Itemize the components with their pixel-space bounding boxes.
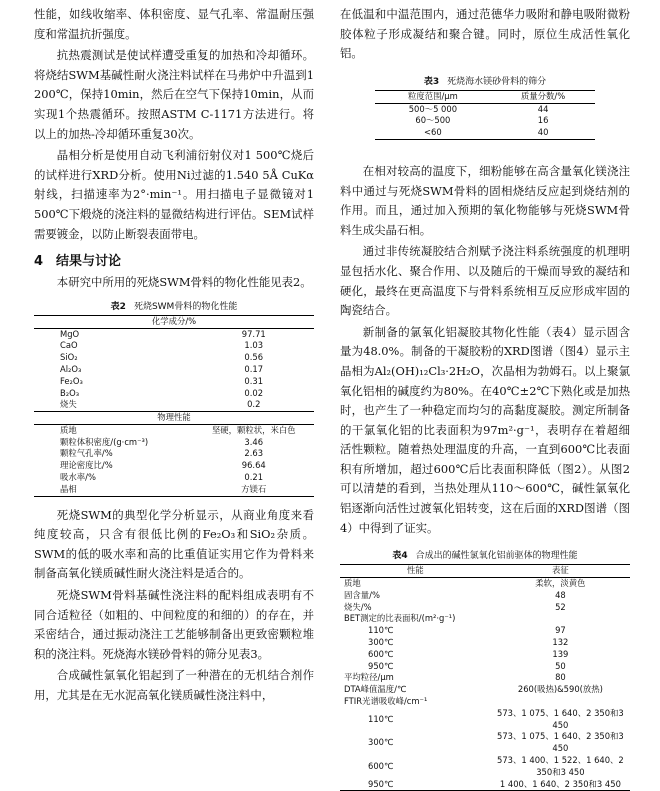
table-cell	[491, 696, 630, 708]
table-title: 死烧海水镁砂骨料的筛分	[447, 76, 547, 87]
table-cell: 0.56	[244, 352, 264, 363]
table-cell: 600℃	[368, 648, 394, 659]
table-title: 死烧SWM骨料的物化性能	[133, 301, 238, 312]
table-4	[340, 564, 630, 791]
table-2	[34, 315, 314, 497]
table-cell: 0.31	[244, 375, 264, 386]
table-cell: 573、1 400、1 522、1 640、2 350和3 450	[497, 755, 624, 777]
table-cell	[491, 613, 630, 625]
table-3	[375, 90, 595, 140]
table-cell: 化学成分/%	[34, 315, 314, 328]
table-row	[34, 484, 314, 496]
table-cell: DTA峰值温度/℃	[344, 684, 407, 695]
table-cell: Fe₂O₃	[60, 375, 83, 386]
table-cell: 表征	[491, 565, 630, 578]
section-heading: 4 结果与讨论	[34, 254, 122, 270]
paragraph: 新制备的氯氧化铝凝胶其物化性能（表4）显示固含量为48.0%。制备的干凝胶粉的XRD图谱（图4）显示主晶相为Al₂(OH)₁₂Cl₃·2H₂O，次晶相为勃姆石。以上聚氯氧化铝相的碱度约为80%。在40℃±2℃下熟化或是加热时，也产生了一种稳定而均匀的高黏度凝胶。测定所制备的干氯氧化铝的比表面积为97m²·g⁻¹，表明存在着超细活性颗粒。随着热处理温度的升高，一直到600℃比表面积有所增加，超过600℃后比表面积降低（图2）。从图2可以清楚的看到，当热处理从110～600℃，碱性氯氧化铝逐渐向活性过渡氧化铝转变，这在后面的XRD图谱（图4）中得到了证实。	[340, 324, 630, 535]
table-cell: 理论密度比/%	[60, 460, 113, 471]
table-cell: 0.21	[244, 472, 264, 483]
table-row	[340, 637, 630, 649]
paragraph: 抗热震测试是使试样遭受重复的加热和冷却循环。将烧结SWM基碱性耐火浇注料试样在马弗炉中升温到1 200℃，保持10min，然后在空气下保持10min，从而实现1个热震循环。按照ASTM C-1171方法进行。将以上的加热-冷却循环重复30次。	[34, 48, 314, 141]
table-cell: 质地	[344, 578, 361, 589]
table-cell: 颗粒气孔率/%	[60, 448, 113, 459]
paragraph: 在相对较高的温度下，细粉能够在高含量氧化镁浇注料中通过与死烧SWM骨料的固相烧结反应起到烧结剂的作用。而且，通过加入预期的氧化物能够与死烧SWM骨料生成尖晶石相。	[340, 163, 630, 237]
table-cell: FTIR光谱吸收峰/cm⁻¹	[344, 696, 428, 707]
table-row	[34, 448, 314, 460]
table-3-caption	[340, 74, 630, 87]
table-cell: MgO	[60, 328, 80, 339]
table-cell: 97	[555, 625, 566, 636]
table-cell: BET测定的比表面积/(m²·g⁻¹)	[344, 613, 456, 624]
table-row	[340, 661, 630, 673]
table-cell: 1 400、1 640、2 350和3 450	[499, 778, 621, 789]
table-row	[340, 565, 630, 578]
table-cell: 110℃	[368, 713, 394, 724]
table-cell: 柔软，淡黄色	[535, 578, 586, 589]
table-row	[375, 103, 595, 115]
table-row	[34, 460, 314, 472]
table-number: 表4	[392, 551, 408, 562]
table-cell: 48	[555, 589, 566, 600]
table-4-caption	[340, 548, 630, 561]
table-row	[34, 424, 314, 436]
table-cell: 吸水率/%	[60, 472, 96, 483]
table-row	[340, 696, 630, 708]
paragraph: 晶相分析是使用自动飞利浦衍射仪对1 500℃烧后的试样进行XRD分析。使用Ni过滤的1.540 5Å CuKα射线，扫描速率为2°·min⁻¹。用扫描电子显微镜对1 500℃下煅烧的浇注料的显微结构进行评估。SEM试样需要镀金，以防止断裂表面带电。	[34, 148, 314, 241]
paragraph: 性能，如线收缩率、体积密度、显气孔率、常温耐压强度和常温抗折强度。	[34, 7, 314, 41]
table-row	[340, 731, 630, 755]
table-cell: 110℃	[368, 625, 394, 636]
paragraph: 合成碱性氯氧化铝起到了一种潜在的无机结合剂作用，尤其是在无水泥高氧化镁质碱性浇注料中，	[34, 668, 314, 703]
paragraph: 本研究中所用的死烧SWM骨料的物化性能见表2。	[56, 275, 312, 290]
table-2-caption	[34, 299, 314, 312]
table-cell: 132	[552, 637, 569, 648]
table-cell: 烧失	[60, 399, 77, 410]
table-cell: 烧失/%	[344, 601, 372, 612]
table-cell: 性能	[340, 565, 491, 578]
table-cell: B₂O₃	[60, 387, 80, 398]
table-row	[340, 578, 630, 590]
table-cell: 坚硬，颗粒状，米白色	[211, 424, 296, 435]
table-row	[34, 412, 314, 425]
table-row	[375, 115, 595, 127]
table-cell: 573、1 075、1 640、2 350和3 450	[497, 707, 624, 730]
table-row	[34, 472, 314, 484]
paragraph: 通过非传统凝胶结合剂赋予浇注料系统强度的机理明显包括水化、聚合作用、以及随后的干燥而导致的凝结和硬化，最终在更高温度下与骨料系统相互反应形成牢固的陶瓷结合。	[340, 244, 630, 318]
table-cell: 16	[537, 115, 549, 126]
table-number: 表3	[423, 76, 440, 87]
table-row	[375, 90, 595, 103]
paragraph: 死烧SWM的典型化学分析显示，从商业角度来看纯度较高，只含有很低比例的Fe₂O₃和SiO₂杂质。SWM的低的吸水率和高的比重值证实用它作为骨料来制备高氧化镁质碱性耐火浇注料是适合的。	[34, 507, 314, 581]
table-cell: 44	[537, 103, 549, 114]
paragraph: 死烧SWM骨料基碱性浇注料的配料组成表明有不同合适粒径（如粗的、中间粒度的和细的）的存在，并采密结合，通过振动浇注工艺能够制备出更致密颗粒堆积的浇注料。死烧海水镁砂骨料的筛分见表3。	[34, 588, 314, 661]
table-row	[340, 755, 630, 779]
right-column	[340, 0, 630, 791]
table-row	[34, 328, 314, 340]
table-cell: 3.46	[244, 436, 264, 447]
table-row	[340, 672, 630, 684]
table-cell: 平均粒径/μm	[344, 672, 394, 683]
table-cell: 颗粒体积密度/(g·cm⁻³)	[60, 436, 149, 447]
table-cell: 60～500	[415, 115, 451, 126]
table-row	[340, 684, 630, 696]
table-row	[34, 352, 314, 364]
table-cell: 97.71	[241, 328, 266, 339]
table-cell: 质量分数/%	[491, 90, 595, 103]
left-column	[34, 0, 314, 706]
table-number: 表2	[110, 301, 126, 312]
table-cell: 260(吸热)&590(放热)	[517, 684, 603, 695]
table-row	[340, 708, 630, 732]
table-row	[34, 364, 314, 376]
table-cell: 52	[555, 601, 566, 612]
table-row	[34, 399, 314, 411]
table-cell: 粒度范围/μm	[375, 90, 491, 103]
table-cell: 2.63	[244, 448, 264, 459]
table-row	[340, 625, 630, 637]
table-cell: 晶相	[60, 483, 77, 494]
table-title: 合成出的碱性氯氧化铝前驱体的物理性能	[415, 551, 578, 562]
table-cell: 600℃	[368, 760, 394, 771]
table-cell: 方镁石	[241, 483, 267, 494]
table-cell: Al₂O₃	[60, 363, 82, 374]
table-cell: 0.2	[247, 399, 261, 410]
table-cell: 物理性能	[34, 412, 314, 425]
table-cell: 50	[555, 660, 566, 671]
table-cell: 573、1 075、1 640、2 350和3 450	[497, 731, 624, 754]
table-cell: 96.64	[241, 460, 266, 471]
table-cell: <60	[424, 127, 442, 138]
table-row	[34, 437, 314, 449]
table-cell: 0.17	[244, 363, 264, 374]
paragraph: 在低温和中温范围内，通过范德华力吸附和静电吸附微粉胶体粒子形成凝结和聚合键。同时，原位生成活性氧化铝。	[340, 7, 630, 61]
table-cell: 0.02	[244, 387, 264, 398]
table-row	[34, 388, 314, 400]
table-row	[340, 590, 630, 602]
table-cell: 500～5 000	[408, 103, 458, 114]
table-cell: 139	[552, 648, 569, 659]
table-row	[34, 376, 314, 388]
table-cell: 950℃	[368, 778, 394, 789]
table-row	[340, 602, 630, 614]
table-cell: 300℃	[368, 737, 394, 748]
table-row	[340, 613, 630, 625]
table-cell: 950℃	[368, 660, 394, 671]
table-row	[340, 779, 630, 791]
table-cell: 质地	[60, 424, 77, 435]
table-cell: CaO	[60, 340, 78, 351]
table-cell: 1.03	[244, 340, 264, 351]
table-cell: 80	[555, 672, 566, 683]
table-cell: 300℃	[368, 637, 394, 648]
table-cell: SiO₂	[60, 352, 78, 363]
table-cell: 40	[537, 127, 549, 138]
table-row	[34, 315, 314, 328]
table-row	[34, 340, 314, 352]
table-row	[340, 649, 630, 661]
table-cell: 固含量/%	[344, 589, 380, 600]
table-row	[375, 127, 595, 139]
